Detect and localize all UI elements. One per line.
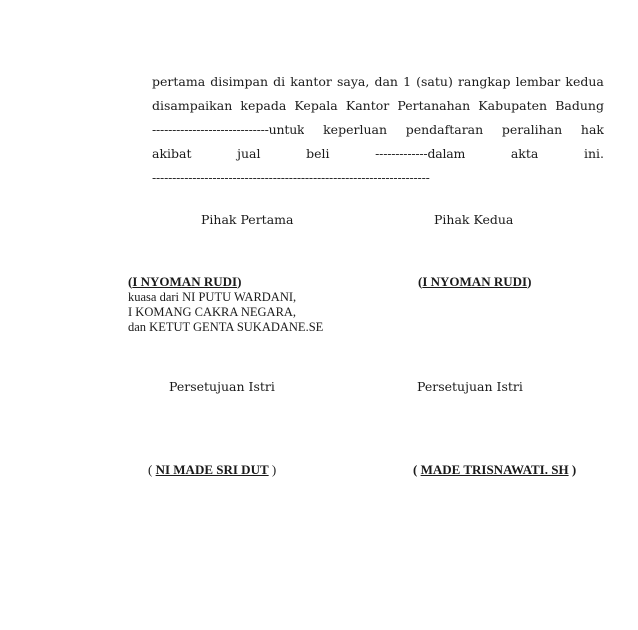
paragraph-line-1 — [152, 70, 604, 94]
first-party-name-text: I NYOMAN RUDI — [132, 274, 238, 289]
wife-right-signature — [413, 462, 576, 478]
word: Kantor — [345, 98, 390, 113]
word: ini. — [583, 146, 604, 161]
word: disampaikan — [152, 98, 233, 113]
paragraph-line-3 — [152, 118, 604, 142]
word: kepada — [240, 98, 287, 113]
word: Kepala — [294, 98, 338, 113]
wife-right-name: MADE TRISNAWATI. SH — [420, 462, 569, 477]
word: di — [273, 74, 286, 89]
wife-consent-left-label: Persetujuan Istri — [169, 379, 275, 394]
word: keperluan — [323, 122, 388, 137]
word: beli — [306, 146, 330, 161]
word: Pertanahan — [397, 98, 471, 113]
word: jual — [237, 146, 261, 161]
close-paren: ) — [571, 462, 577, 477]
word: lembar — [515, 74, 561, 89]
wife-left-name: NI MADE SRI DUT — [155, 462, 269, 477]
word: Kabupaten — [478, 98, 548, 113]
word: akta — [510, 146, 539, 161]
word: -------------dalam — [375, 146, 466, 161]
word: (satu) — [416, 74, 453, 89]
first-party-sub-line-2: I KOMANG CAKRA NEGARA, — [128, 305, 297, 319]
paragraph-line-2 — [152, 94, 604, 118]
word: rangkap — [457, 74, 511, 89]
close-paren: ) — [271, 462, 277, 477]
word: kantor — [290, 74, 332, 89]
open-paren: ( — [413, 462, 418, 477]
first-party-label: Pihak Pertama — [201, 212, 294, 227]
open-paren: ( — [148, 462, 153, 477]
second-party-name-text: I NYOMAN RUDI — [422, 274, 528, 289]
word: 1 — [403, 74, 412, 89]
body-paragraph — [152, 70, 604, 190]
first-party-name: (I NYOMAN RUDI) — [128, 274, 242, 289]
wife-consent-right-label: Persetujuan Istri — [417, 379, 523, 394]
word: peralihan — [501, 122, 563, 137]
second-party-name: (I NYOMAN RUDI) — [418, 274, 532, 289]
word: -----------------------------untuk — [152, 122, 305, 137]
word: kedua — [565, 74, 604, 89]
word: dan — [374, 74, 398, 89]
word: pendaftaran — [405, 122, 484, 137]
word: Badung — [555, 98, 604, 113]
first-party-sub-line-3: dan KETUT GENTA SUKADANE.SE — [128, 320, 324, 334]
second-party-label: Pihak Kedua — [434, 212, 514, 227]
paragraph-line-5: --------------------------------------------------------------------- — [152, 170, 430, 185]
word: akibat — [152, 146, 192, 161]
word: disimpan — [210, 74, 269, 89]
paragraph-line-4 — [152, 142, 604, 166]
word: saya, — [336, 74, 370, 89]
first-party-sub-line-1: kuasa dari NI PUTU WARDANI, — [128, 290, 297, 304]
word: pertama — [152, 74, 206, 89]
wife-left-signature — [148, 462, 276, 478]
word: hak — [580, 122, 604, 137]
